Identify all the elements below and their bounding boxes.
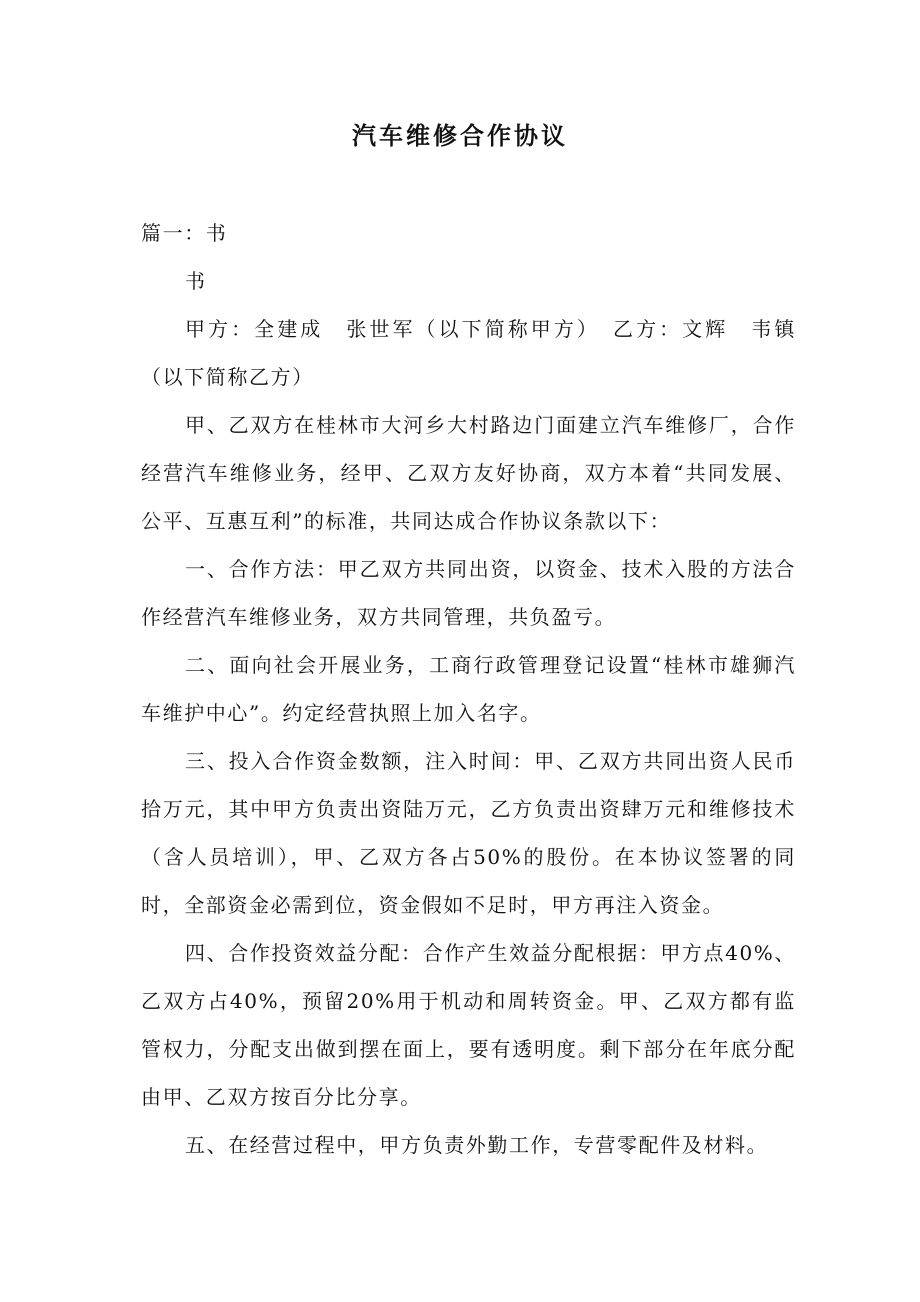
paragraph-clause-1: 一、合作方法：甲乙双方共同出资，以资金、技术入股的方法合作经营汽车维修业务，双方共同管理，共负盈亏。 — [141, 557, 796, 629]
document-body — [141, 209, 796, 1169]
paragraph-clause-5: 五、在经营过程中，甲方负责外勤工作，专营零配件及材料。 — [185, 1133, 769, 1157]
paragraph-parties: 甲方：全建成 张世军（以下简称甲方） 乙方：文辉 韦镇（以下简称乙方） — [141, 317, 796, 389]
paragraph-heading: 书 — [185, 269, 207, 293]
section-label: 篇一：书 — [141, 221, 228, 245]
paragraph-clause-4: 四、合作投资效益分配：合作产生效益分配根据：甲方点40%、乙双方占40%，预留20%用于机动和周转资金。甲、乙双方都有监管权力，分配支出做到摆在面上，要有透明度。剩下部分在年底分配由甲、乙双方按百分比分享。 — [141, 941, 796, 1109]
document-title: 汽车维修合作协议 — [352, 121, 568, 150]
paragraph-clause-2: 二、面向社会开展业务，工商行政管理登记设置“桂林市雄狮汽车维护中心”。约定经营执照上加入名字。 — [141, 653, 796, 725]
paragraph-preamble: 甲、乙双方在桂林市大河乡大村路边门面建立汽车维修厂，合作经营汽车维修业务，经甲、乙双方友好协商，双方本着“共同发展、公平、互惠互利”的标准，共同达成合作协议条款以下： — [141, 413, 796, 533]
paragraph-clause-3: 三、投入合作资金数额，注入时间：甲、乙双方共同出资人民币拾万元，其中甲方负责出资陆万元，乙方负责出资肆万元和维修技术（含人员培训），甲、乙双方各占50%的股份。在本协议签署的同时，全部资金必需到位，资金假如不足时，甲方再注入资金。 — [141, 749, 796, 917]
